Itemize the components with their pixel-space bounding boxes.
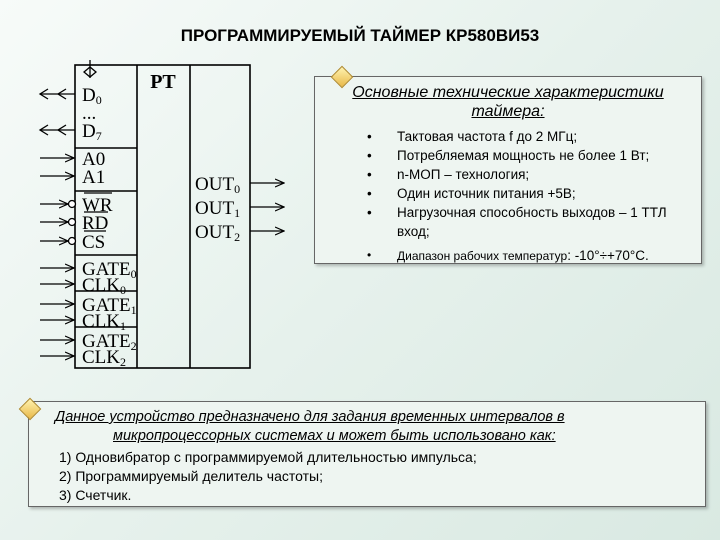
input-pin-label: CLK2 [82, 347, 126, 369]
output-pin-label: OUT0 [195, 174, 241, 196]
specs-heading-line1: Основные технические характеристики [352, 84, 664, 101]
bullet-icon: • [367, 129, 372, 144]
bullet-icon: • [367, 186, 372, 201]
output-pin-label: OUT1 [195, 198, 241, 220]
info-panel [28, 401, 706, 507]
input-pin-label: GATE0 [82, 259, 137, 281]
spec-item: • Нагрузочная способность выходов – 1 ТТЛ вход; [367, 205, 667, 239]
info-heading-line2: микропроцессорных системах и может быть использовано как: [113, 428, 556, 444]
info-heading-line1: Данное устройство предназначено для задания временных интервалов в [55, 409, 565, 425]
page-title: ПРОГРАММИРУЕМЫЙ ТАЙМЕР КР580ВИ53 [180, 26, 540, 45]
bidirectional-pin [40, 125, 75, 135]
specs-list [315, 127, 701, 266]
input-pin-label: GATE2 [82, 331, 137, 353]
info-item: 3) Счетчик. [59, 487, 132, 503]
input-pin-label: CS [82, 232, 106, 253]
input-pin-label: WR [82, 195, 113, 216]
input-pin-label: A1 [82, 167, 106, 188]
info-item: 2) Программируемый делитель частоты; [59, 468, 323, 484]
input-pin-label: ... [82, 103, 97, 124]
spec-item-temperature: • Диапазон рабочих температур: -10°÷+70°С. [367, 248, 649, 263]
spec-item: • Один источник питания +5В; [367, 186, 576, 201]
specs-heading [315, 83, 701, 121]
inverted-input-pin [40, 238, 76, 245]
spec-item: • n-МОП – технология; [367, 167, 530, 182]
bullet-icon: • [367, 167, 372, 182]
spec-item: • Тактовая частота f до 2 МГц; [367, 129, 578, 144]
output-labels [195, 174, 240, 244]
inverted-input-pin [40, 219, 76, 226]
info-list [59, 448, 477, 505]
input-pin-label: CLK1 [82, 311, 126, 333]
specs-heading-line2: таймера: [471, 103, 545, 120]
info-heading [55, 408, 675, 446]
input-pin-label: A0 [82, 149, 106, 170]
data-bus-arrow [84, 60, 96, 78]
bullet-icon: • [367, 248, 372, 262]
bullet-icon: • [367, 205, 372, 220]
spec-item: • Потребляемая мощность не более 1 Вт; [367, 148, 650, 163]
input-pin-label: RD [82, 213, 109, 234]
chip-name: PT [150, 71, 176, 93]
input-pin-label: D0 [82, 85, 102, 107]
input-pin-label: CLK0 [82, 275, 126, 297]
inverted-input-pin [40, 201, 76, 208]
info-item: 1) Одновибратор с программируемой длительностью импульса; [59, 449, 477, 465]
input-pin-label: GATE1 [82, 295, 137, 317]
output-pin-label: OUT2 [195, 222, 241, 244]
output-pins [250, 183, 284, 231]
input-pin-label: D7 [82, 121, 102, 143]
chip-diagram [0, 0, 300, 400]
bidirectional-pin [40, 89, 75, 99]
specs-panel [314, 76, 702, 264]
bullet-icon: • [367, 148, 372, 163]
input-pins [40, 89, 76, 356]
